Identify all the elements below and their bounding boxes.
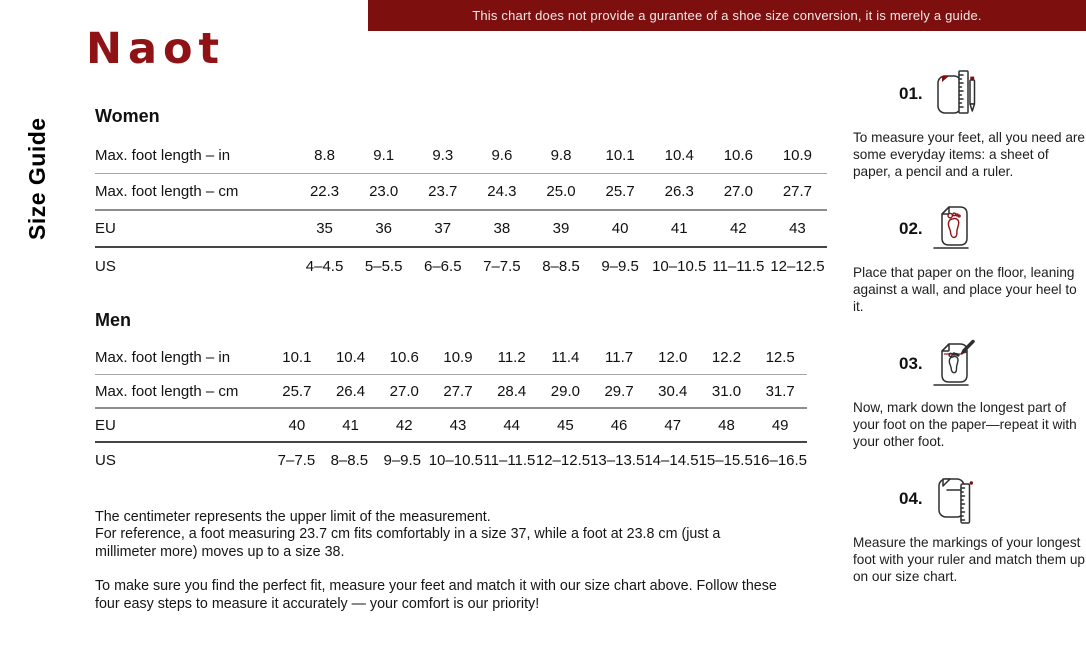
men-section-title: Men [95,310,131,330]
size-value: 9.6 [491,146,513,164]
step-03 [853,336,1086,450]
row-label: EU [95,220,116,237]
size-value: 10–10.5 [428,451,483,469]
size-value: 42 [395,416,413,434]
size-value: 10.9 [443,349,473,366]
size-value: 9.8 [550,146,572,164]
step-header [853,471,1086,527]
size-value: 12–12.5 [535,451,591,469]
size-value: 35 [316,220,333,237]
size-value: 10.4 [335,349,366,366]
paper-footprint-pencil-icon [931,338,979,390]
size-value: 10–10.5 [652,258,707,275]
size-value: 23.7 [428,183,458,200]
step-number: 03. [899,354,923,373]
size-value: 4–4.5 [305,258,344,275]
note-line-1: The centimeter represents the upper limit of the measurement. [95,509,491,525]
row-label: Max. foot length – cm [95,183,239,200]
size-value: 10.4 [664,146,694,164]
size-value: 40 [611,220,629,237]
size-value: 14–14.5 [644,451,699,469]
note-line-2: For reference, a foot measuring 23.7 cm fits comfortably in a size 37, while a foot at 23.8 cm (just a millimeter more) moves up to a size 38. [95,526,721,560]
paper-ruler-pencil-icon [931,68,979,120]
size-value: 12–12.5 [770,258,825,275]
size-value: 9.1 [373,146,395,164]
step-number: 04. [899,489,923,508]
size-value: 27.7 [782,183,813,200]
size-value: 38 [493,220,511,237]
size-value: 23.0 [369,183,399,200]
size-value: 43 [449,416,467,434]
size-value: 8–8.5 [542,258,580,275]
step-header [853,201,1086,257]
row-label: Max. foot length – in [95,146,231,164]
size-value: 25.0 [546,183,576,200]
men-size-table [95,341,807,477]
step-04 [853,471,1086,585]
size-row-us [95,248,827,285]
size-value: 10.9 [782,146,813,164]
size-value: 13–13.5 [590,451,645,469]
step-01 [853,66,1086,180]
size-value: 8.8 [314,146,335,164]
paper-ruler-icon [931,473,979,525]
naot-logo: Naot [86,24,226,74]
size-value: 41 [670,220,688,237]
size-row-max-foot-length-cm [95,375,807,409]
size-value: 37 [434,220,452,237]
notes-section [95,509,785,613]
size-value: 31.7 [765,382,795,400]
row-label: US [95,451,116,469]
size-value: 12.0 [658,349,688,366]
size-value: 9–9.5 [383,451,422,469]
size-value: 25.7 [282,382,312,400]
size-row-eu [95,211,827,248]
size-value: 11.4 [551,349,580,366]
row-label: US [95,258,116,275]
size-value: 48 [718,416,735,434]
size-value: 11.7 [605,349,634,366]
size-value: 11–11.5 [483,451,536,469]
size-value: 27.0 [723,183,753,200]
size-value: 42 [729,220,747,237]
size-value: 30.4 [658,382,688,400]
step-text: Place that paper on the floor, leaning against a wall, and place your heel to it. [853,265,1077,314]
size-value: 6–6.5 [424,258,462,275]
size-value: 27.7 [443,382,473,400]
size-value: 46 [610,416,628,434]
step-text: Now, mark down the longest part of your foot on the paper—repeat it with your other foot. [853,400,1077,449]
step-number: 02. [899,219,923,238]
size-value: 49 [771,416,789,434]
size-value: 36 [375,220,392,237]
size-value: 8–8.5 [330,451,369,469]
size-value: 12.2 [711,349,742,366]
size-value: 11–11.5 [712,258,765,275]
note-paragraph-1 [95,509,785,561]
size-value: 29.7 [604,382,634,400]
size-value: 10.6 [723,146,753,164]
size-value: 40 [288,416,306,434]
disclaimer-text: This chart does not provide a gurantee of a shoe size conversion, it is merely a guide. [472,8,982,23]
step-number: 01. [899,84,923,103]
size-row-max-foot-length-in [95,137,827,174]
size-value: 15–15.5 [698,451,753,469]
size-row-us [95,443,807,477]
size-guide-label: Size Guide [24,117,50,240]
size-value: 26.3 [664,183,694,200]
size-row-max-foot-length-in [95,341,807,375]
size-value: 41 [342,416,359,434]
row-label: Max. foot length – in [95,349,231,366]
size-value: 28.4 [497,382,527,400]
size-value: 47 [664,416,682,434]
size-row-eu [95,409,807,443]
size-value: 11.2 [497,349,526,366]
row-label: EU [95,416,116,434]
size-value: 10.6 [389,349,419,366]
size-value: 39 [552,220,570,237]
step-text: To measure your feet, all you need are some everyday items: a sheet of paper, a pencil and a ruler. [853,130,1085,179]
size-value: 29.0 [550,382,580,400]
step-header [853,66,1086,122]
women-section-title: Women [95,106,160,126]
size-row-max-foot-length-cm [95,174,827,211]
size-value: 12.5 [765,349,795,366]
size-value: 25.7 [605,183,635,200]
size-value: 5–5.5 [364,258,403,275]
measurement-steps [853,66,1086,606]
size-value: 26.4 [335,382,366,400]
size-value: 24.3 [487,183,517,200]
size-value: 9–9.5 [601,258,639,275]
paper-footprint-icon [931,203,979,255]
step-02 [853,201,1086,315]
size-value: 43 [789,220,806,237]
size-value: 27.0 [389,382,419,400]
row-label: Max. foot length – cm [95,382,239,400]
women-size-table [95,137,827,285]
size-value: 16–16.5 [752,451,808,469]
size-value: 10.1 [282,349,312,366]
note-paragraph-2: To make sure you find the perfect fit, measure your feet and match it with our size chart above. Follow these four easy steps to measure it accurately — your comfort is our priority! [95,578,777,612]
step-text: Measure the markings of your longest foot with your ruler and match them up on our size chart. [853,535,1085,584]
size-value: 9.3 [432,146,454,164]
size-value: 44 [503,416,520,434]
step-header [853,336,1086,392]
size-value: 10.1 [605,146,635,164]
size-value: 22.3 [309,183,340,200]
size-value: 31.0 [711,382,742,400]
disclaimer-banner [368,0,1086,31]
size-value: 7–7.5 [483,258,521,275]
size-value: 45 [557,416,574,434]
size-value: 7–7.5 [277,451,316,469]
